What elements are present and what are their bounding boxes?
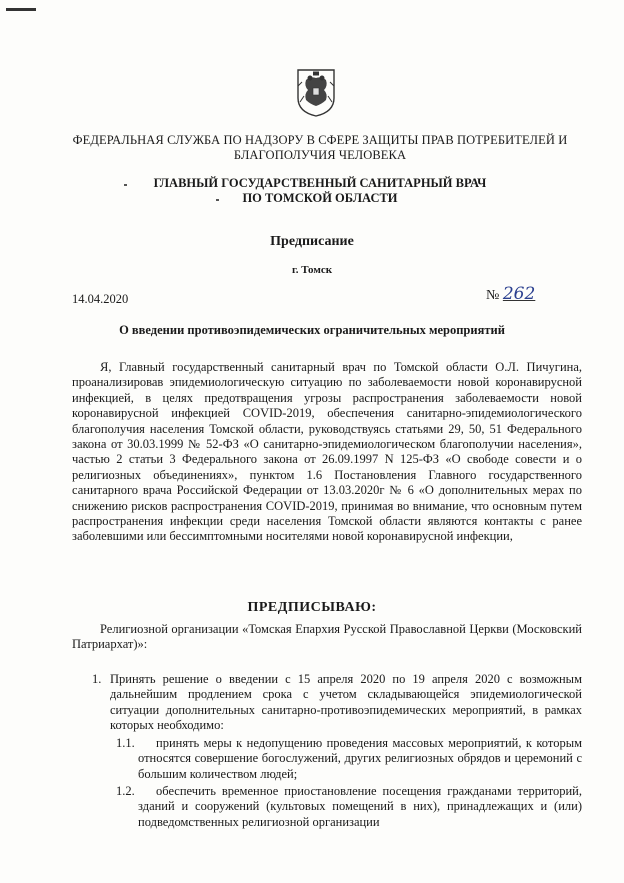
chief-line-2: ПО ТОМСКОЙ ОБЛАСТИ: [242, 191, 398, 205]
document-subject: О введении противоэпидемических ограничительных мероприятий: [119, 323, 505, 337]
coat-of-arms-icon: [296, 66, 336, 118]
item-number: 1.: [92, 672, 102, 686]
list-subitem: [116, 784, 582, 830]
subitem-text: принять меры к недопущению проведения массовых мероприятий, к которым относятся совершение богослужений, других религиозных обрядов и церемоний с большим количеством людей;: [138, 736, 582, 781]
number-prefix: №: [486, 288, 500, 303]
subitem-number: 1.2.: [116, 784, 135, 798]
preamble-paragraph: Я, Главный государственный санитарный врач по Томской области О.Л. Пичугина, проанализировав эпидемиологическую ситуацию по заболеваемости новой коронавирусной инфекцией, в целях предотвращения угрозы распространения заболеваемости новой коронавирусной инфекцией COVID-2019, обеспечения санитарно-эпидемиологического благополучия населения Томской области, руководствуясь статьями 29, 50, 51 Федерального закона от 30.03.1999 № 52-ФЗ «О санитарно-эпидемиологическом благополучии населения», частью 2 статьи 3 Федерального закона от 26.09.1997 N 125-ФЗ «О свободе совести и о религиозных объединениях», пунктом 1.6 Постановления Главного государственного санитарного врача Российской Федерации от 13.03.2020г № 6 «О дополнительных мерах по снижению рисков распространения COVID-2019, принимая во внимание, что основным путем распространения инфекции среди населения Томской области являются контакты с ранее заболевшими или бессимптомными носителями новой коронавирусной инфекции,: [72, 360, 582, 544]
list-item: [92, 672, 582, 734]
subitem-text: обеспечить временное приостановление посещения гражданами территорий, зданий и сооружений (культовых помещений в них), принадлежащих и (или) подведомственных религиозной организации: [138, 784, 582, 829]
list-subitem: [116, 736, 582, 782]
agency-name: ФЕДЕРАЛЬНАЯ СЛУЖБА ПО НАДЗОРУ В СФЕРЕ ЗАЩИТЫ ПРАВ ПОТРЕБИТЕЛЕЙ И БЛАГОПОЛУЧИЯ ЧЕЛОВЕКА: [72, 133, 568, 162]
handwritten-number: 262: [502, 284, 536, 304]
document-title: Предписание: [270, 234, 354, 249]
chief-doctor-heading: [120, 176, 520, 206]
document-number: [486, 284, 535, 304]
document-date: 14.04.2020: [72, 292, 129, 306]
order-heading: ПРЕДПИСЫВАЮ:: [247, 600, 377, 615]
item-text: Принять решение о введении с 15 апреля 2020 по 19 апреля 2020 с возможным дальнейшим продлением срока с учетом складывающейся эпидемиологической ситуации дополнительных санитарно-противоэпидемических мероприятий, в рамках которых необходимо:: [110, 672, 582, 733]
chief-line-1: ГЛАВНЫЙ ГОСУДАРСТВЕННЫЙ САНИТАРНЫЙ ВРАЧ: [153, 176, 487, 190]
subitem-number: 1.1.: [116, 736, 135, 750]
city-label: г. Томск: [291, 264, 333, 276]
scan-mark: [6, 8, 36, 11]
organization-paragraph: Религиозной организации «Томская Епархия Русской Православной Церкви (Московский Патриархат)»:: [72, 622, 582, 652]
